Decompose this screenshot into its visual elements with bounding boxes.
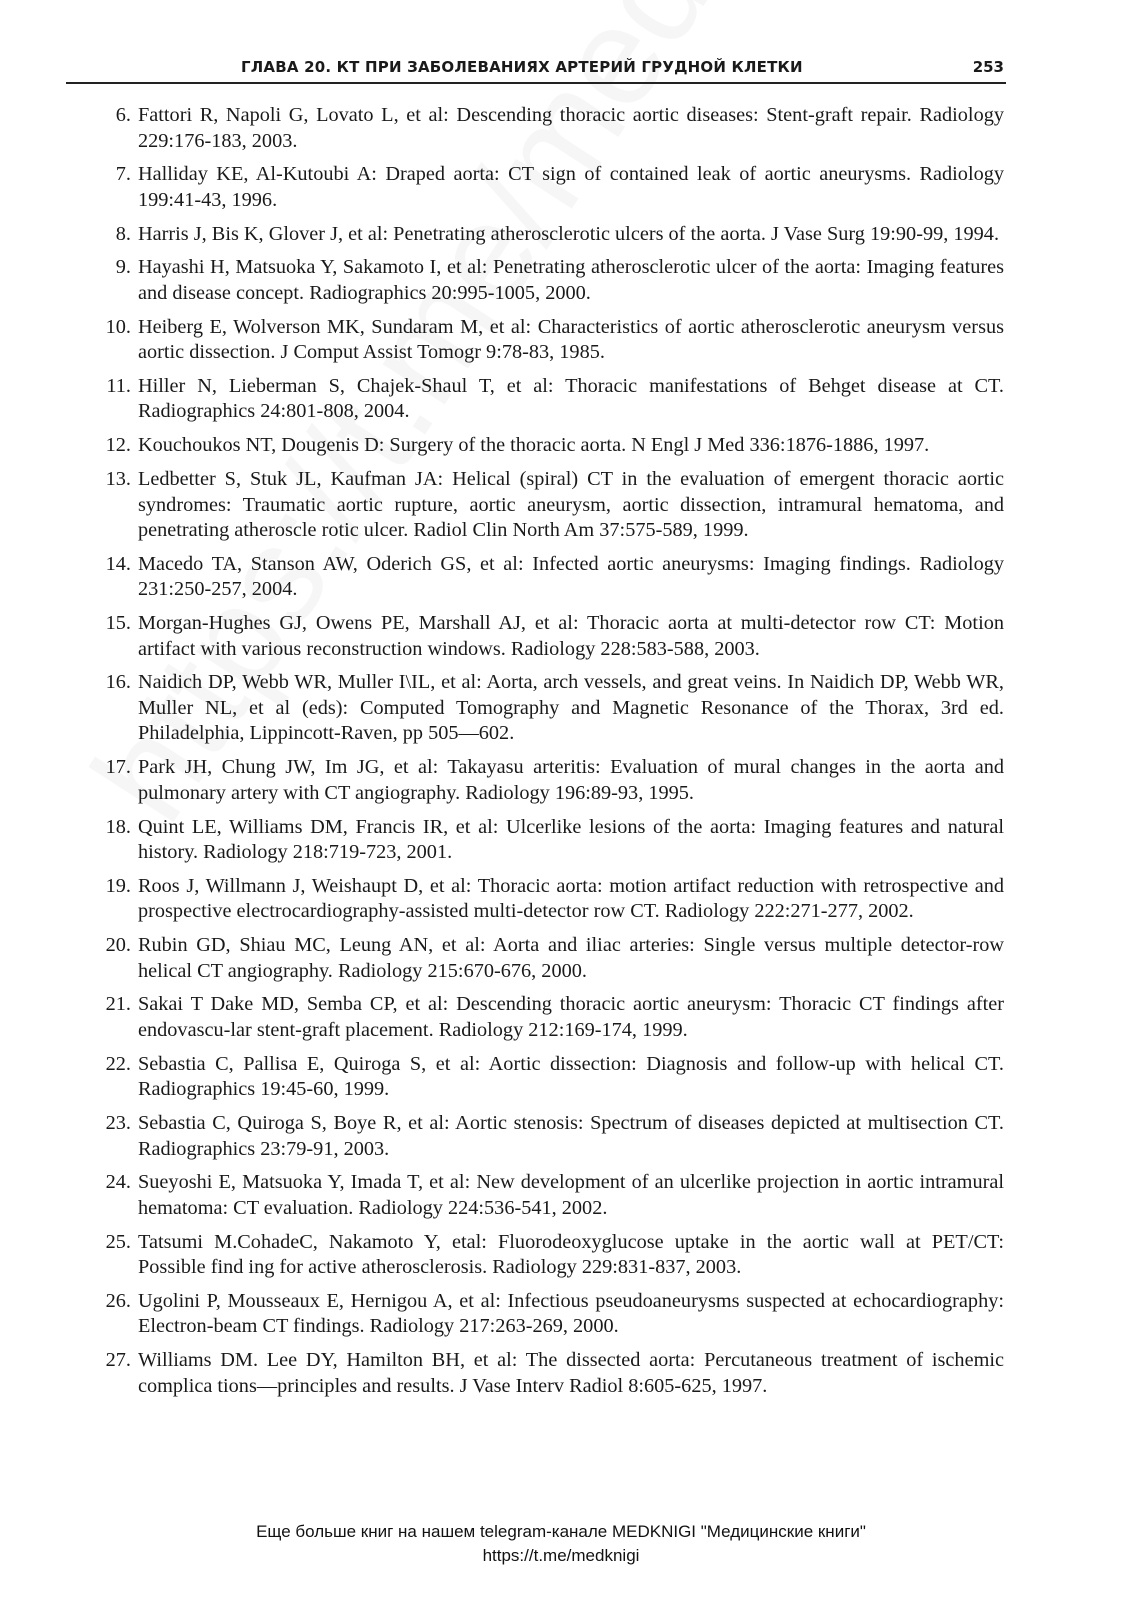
reference-number: 14.: [105, 552, 131, 575]
reference-number: 18.: [105, 815, 131, 838]
reference-item: [98, 1230, 1004, 1281]
reference-number: 7.: [115, 163, 131, 186]
reference-item: [98, 611, 1004, 662]
reference-number: 10.: [105, 315, 131, 338]
footer-link[interactable]: https://t.me/medknigi: [482, 1546, 640, 1565]
reference-text: Sueyoshi E, Matsuoka Y, Imada T, et al: New development of an ulcerlike projection in aortic intramural hematoma: CT evaluation. Radiology 224:536-541, 2002.: [138, 1171, 1004, 1219]
reference-number: 21.: [105, 993, 131, 1016]
reference-item: [98, 933, 1004, 984]
reference-number: 25.: [105, 1230, 131, 1253]
reference-item: [98, 222, 1004, 248]
reference-number: 12.: [105, 434, 131, 457]
reference-number: 22.: [105, 1052, 131, 1075]
reference-text: Morgan-Hughes GJ, Owens PE, Marshall AJ, et al: Thoracic aorta at multi-detector row CT: Motion artifact with various reconstruction windows. Radiology 228:583-588, 2003.: [138, 612, 1004, 660]
reference-text: Williams DM. Lee DY, Hamilton BH, et al: The dissected aorta: Percutaneous treatment of ischemic complica tions—principles and results. J Vase Interv Radiol 8:605-625, 1997.: [138, 1349, 1004, 1397]
reference-item: [98, 552, 1004, 603]
reference-item: [98, 433, 1004, 459]
reference-text: Fattori R, Napoli G, Lovato L, et al: Descending thoracic aortic diseases: Stent-graft repair. Radiology 229:176-183, 2003.: [138, 104, 1004, 152]
reference-number: 19.: [105, 874, 131, 897]
page-footer: [0, 1520, 1122, 1568]
reference-text: Naidich DP, Webb WR, Muller I\IL, et al: Aorta, arch vessels, and great veins. In Naidich DP, Webb WR, Muller NL, et al (eds): Computed Tomography and Magnetic Resonance of the Thorax, 3rd ed. Philadelphia, Lippincott-Raven, pp 505—602.: [138, 671, 1004, 745]
reference-number: 13.: [105, 468, 131, 491]
reference-text: Ledbetter S, Stuk JL, Kaufman JA: Helical (spiral) CT in the evaluation of emergent thoracic aortic syndromes: Traumatic aortic rupture, aortic aneurysm, aortic dissection, intramural hematoma, and penetrating atheroscle rotic ulcer. Radiol Clin North Am 37:575-589, 1999.: [138, 468, 1004, 542]
reference-number: 20.: [105, 934, 131, 957]
reference-number: 16.: [105, 671, 131, 694]
reference-text: Hiller N, Lieberman S, Chajek-Shaul T, et al: Thoracic manifestations of Behget disease at CT. Radiographics 24:801-808, 2004.: [138, 374, 1004, 423]
reference-text: Ugolini P, Mousseaux E, Hernigou A, et al: Infectious pseudoaneurysms suspected at echocardiography: Electron-beam CT findings. Radiology 217:263-269, 2000.: [138, 1289, 1004, 1338]
reference-text: Halliday KE, Al-Kutoubi A: Draped aorta: CT sign of contained leak of aortic aneurysms. Radiology 199:41-43, 1996.: [138, 163, 1004, 211]
chapter-title: ГЛАВА 20. КТ ПРИ ЗАБОЛЕВАНИЯХ АРТЕРИЙ ГРУДНОЙ КЛЕТКИ: [241, 58, 803, 76]
reference-item: [98, 1052, 1004, 1103]
reference-item: [98, 255, 1004, 306]
reference-item: [98, 1111, 1004, 1162]
reference-list: [98, 103, 1004, 1408]
reference-text: Rubin GD, Shiau MC, Leung AN, et al: Aorta and iliac arteries: Single versus multiple detector-row helical CT angiography. Radiology 215:670-676, 2000.: [138, 934, 1004, 982]
reference-text: Heiberg E, Wolverson MK, Sundaram M, et al: Characteristics of aortic atherosclerotic aneurysm versus aortic dissection. J Comput Assist Tomogr 9:78-83, 1985.: [138, 315, 1004, 364]
reference-text: Sebastia C, Quiroga S, Boye R, et al: Aortic stenosis: Spectrum of diseases depicted at multisection CT. Radiographics 23:79-91, 2003.: [138, 1112, 1004, 1160]
reference-number: 11.: [106, 374, 131, 397]
reference-item: [98, 1289, 1004, 1340]
reference-text: Tatsumi M.CohadeC, Nakamoto Y, etal: Fluorodeoxyglucose uptake in the aortic wall at PET/CT: Possible find ing for active atherosclerosis. Radiology 229:831-837, 2003.: [138, 1230, 1004, 1279]
reference-item: [98, 374, 1004, 425]
reference-item: [98, 162, 1004, 213]
reference-text: Harris J, Bis K, Glover J, et al: Penetrating atherosclerotic ulcers of the aorta. J Vase Surg 19:90-99, 1994.: [138, 222, 1000, 245]
reference-number: 27.: [105, 1349, 131, 1372]
reference-item: [98, 467, 1004, 544]
reference-item: [98, 755, 1004, 806]
reference-number: 6.: [115, 104, 131, 126]
reference-item: [98, 670, 1004, 747]
reference-number: 24.: [105, 1171, 131, 1194]
reference-text: Macedo TA, Stanson AW, Oderich GS, et al: Infected aortic aneurysms: Imaging findings. Radiology 231:250-257, 2004.: [138, 552, 1004, 601]
reference-item: [98, 103, 1004, 154]
reference-text: Quint LE, Williams DM, Francis IR, et al: Ulcerlike lesions of the aorta: Imaging features and natural history. Radiology 218:719-723, 2001.: [138, 815, 1004, 864]
page-number: 253: [972, 58, 1004, 76]
reference-number: 8.: [115, 222, 131, 245]
reference-item: [98, 815, 1004, 866]
reference-number: 17.: [105, 756, 131, 779]
reference-text: Kouchoukos NT, Dougenis D: Surgery of the thoracic aorta. N Engl J Med 336:1876-1886, 1997.: [138, 434, 930, 457]
reference-item: [98, 874, 1004, 925]
footer-promo-text: Еще больше книг на нашем telegram-канале MEDKNIGI "Медицинские книги": [256, 1522, 866, 1541]
page-header: [66, 56, 1006, 84]
reference-text: Roos J, Willmann J, Weishaupt D, et al: Thoracic aorta: motion artifact reduction with retrospective and prospective electrocardiography-assisted multi-detector row CT. Radiology 222:271-277, 2002.: [138, 874, 1004, 923]
reference-item: [98, 1348, 1004, 1399]
reference-number: 26.: [105, 1289, 131, 1312]
reference-item: [98, 1170, 1004, 1221]
reference-item: [98, 315, 1004, 366]
reference-number: 23.: [105, 1112, 131, 1135]
reference-text: Park JH, Chung JW, Im JG, et al: Takayasu arteritis: Evaluation of mural changes in the aorta and pulmonary artery with CT angiography. Radiology 196:89-93, 1995.: [138, 756, 1004, 804]
reference-number: 15.: [105, 612, 131, 635]
reference-text: Hayashi H, Matsuoka Y, Sakamoto I, et al: Penetrating atherosclerotic ulcer of the aorta: Imaging features and disease concept. Radiographics 20:995-1005, 2000.: [138, 256, 1004, 304]
reference-text: Sebastia C, Pallisa E, Quiroga S, et al: Aortic dissection: Diagnosis and follow-up with helical CT. Radiographics 19:45-60, 1999.: [138, 1052, 1004, 1101]
reference-text: Sakai T Dake MD, Semba CP, et al: Descending thoracic aortic aneurysm: Thoracic CT findings after endovascu-lar stent-graft placement. Radiology 212:169-174, 1999.: [138, 993, 1004, 1041]
reference-item: [98, 992, 1004, 1043]
reference-number: 9.: [115, 256, 131, 279]
